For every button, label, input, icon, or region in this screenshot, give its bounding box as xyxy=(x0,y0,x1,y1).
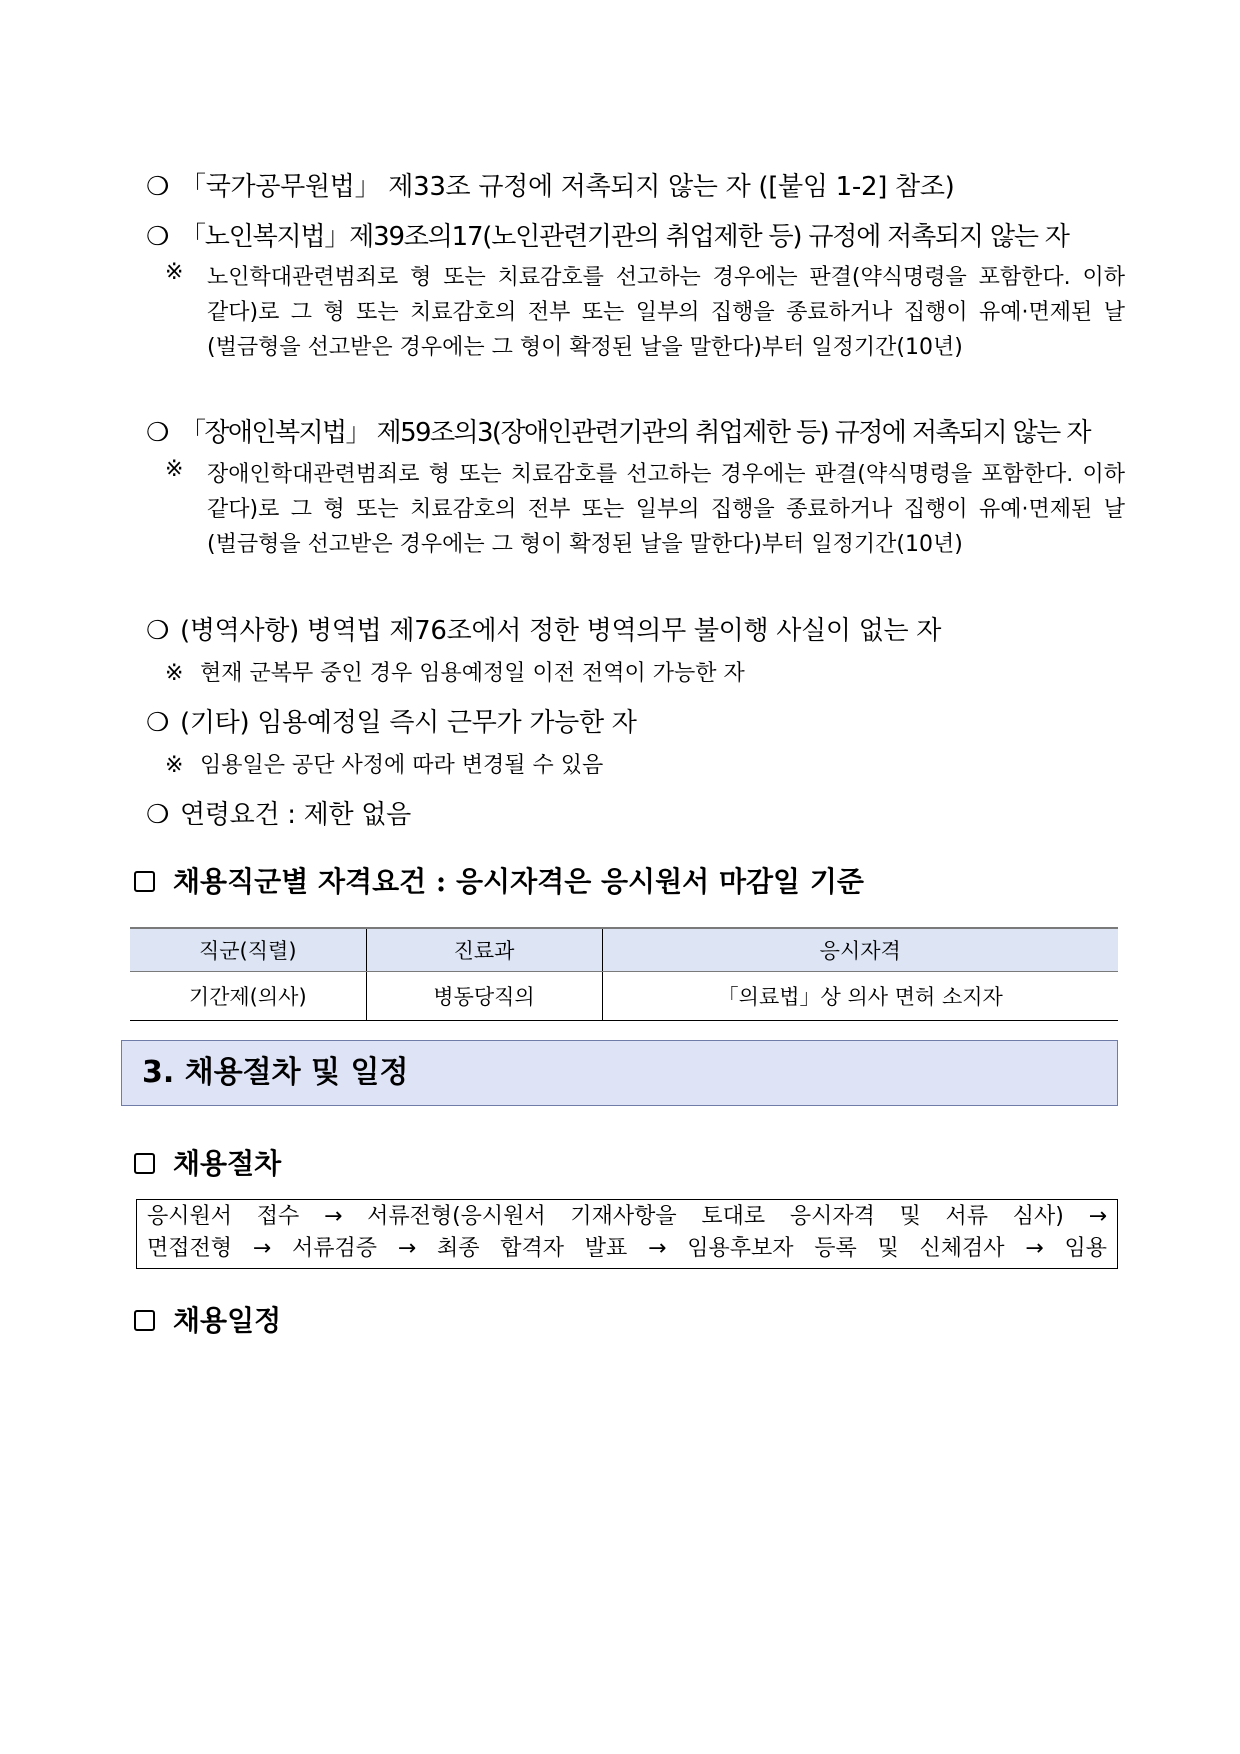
procedure-line: 응시원서 접수 → 서류전형(응시원서 기재사항을 토대로 응시자격 및 서류 심사) → xyxy=(147,1204,1107,1229)
job-requirements-title: 채용직군별 자격요건 : 응시자격은 응시원서 마감일 기준 xyxy=(134,860,864,900)
qualification-note xyxy=(165,457,1125,597)
qualification-text: (병역사항) 병역법 제76조에서 정한 병역의무 불이행 사실이 없는 자 xyxy=(180,616,942,646)
circle-bullet-icon: ❍ xyxy=(146,708,170,738)
qualification-text: 「장애인복지법」 제59조의3(장애인관련기관의 취업제한 등) 규정에 저촉되지 않는 자 xyxy=(180,418,1090,448)
qualification-text: (기타) 임용예정일 즉시 근무가 가능한 자 xyxy=(180,708,637,738)
reference-mark-icon: ※ xyxy=(165,260,184,285)
circle-bullet-icon: ❍ xyxy=(146,616,170,646)
column-header: 응시자격 xyxy=(602,928,1118,972)
procedure-title: 채용절차 xyxy=(134,1142,281,1182)
table-cell: 기간제(의사) xyxy=(130,972,366,1021)
table-cell: 「의료법」상 의사 면허 소지자 xyxy=(602,972,1118,1021)
note-text: 현재 군복무 중인 경우 임용예정일 이전 전역이 가능한 자 xyxy=(200,661,745,686)
qualification-item xyxy=(146,216,1069,253)
qualification-text: 「국가공무원법」 제33조 규정에 저촉되지 않는 자 ([붙임 1-2] 참조) xyxy=(180,172,955,202)
column-header: 진료과 xyxy=(366,928,602,972)
checkbox-square-icon xyxy=(134,871,155,892)
table-row xyxy=(130,972,1118,1021)
qualification-item xyxy=(146,412,1090,449)
job-requirements-table xyxy=(130,927,1118,1021)
section-heading: 3. 채용절차 및 일정 xyxy=(121,1040,1118,1106)
column-header: 직군(직렬) xyxy=(130,928,366,972)
note-text: 노인학대관련범죄로 형 또는 치료감호를 선고하는 경우에는 판결(약식명령을 포함한다. 이하 같다)로 그 형 또는 치료감호의 전부 또는 일부의 집행을 종료하거나 집행이 유예·면제된 날(벌금형을 선고받은 경우에는 그 형이 확정된 날을 말한다)부터 일정기간(10년) xyxy=(207,265,1125,360)
qualification-item xyxy=(146,166,955,203)
qualification-item xyxy=(146,702,637,739)
circle-bullet-icon: ❍ xyxy=(146,800,170,830)
checkbox-square-icon xyxy=(134,1310,155,1331)
procedure-line: 면접전형 → 서류검증 → 최종 합격자 발표 → 임용후보자 등록 및 신체검사 → 임용 xyxy=(147,1236,1107,1261)
schedule-title: 채용일정 xyxy=(134,1299,281,1339)
circle-bullet-icon: ❍ xyxy=(146,172,170,202)
qualification-note xyxy=(165,748,603,779)
reference-mark-icon: ※ xyxy=(165,457,184,482)
qualification-text: 연령요건 : 제한 없음 xyxy=(180,800,411,830)
table-cell: 병동당직의 xyxy=(366,972,602,1021)
table-header-row xyxy=(130,928,1118,972)
checkbox-square-icon xyxy=(134,1153,155,1174)
reference-mark-icon: ※ xyxy=(165,753,184,778)
qualification-text: 「노인복지법」제39조의17(노인관련기관의 취업제한 등) 규정에 저촉되지 않는 자 xyxy=(180,222,1069,252)
qualification-note xyxy=(165,656,745,687)
circle-bullet-icon: ❍ xyxy=(146,418,170,448)
reference-mark-icon: ※ xyxy=(165,661,184,686)
qualification-item xyxy=(146,610,941,647)
circle-bullet-icon: ❍ xyxy=(146,222,170,252)
procedure-flow-box xyxy=(136,1199,1118,1269)
note-text: 임용일은 공단 사정에 따라 변경될 수 있음 xyxy=(200,753,604,778)
qualification-note xyxy=(165,260,1125,400)
qualification-item xyxy=(146,794,411,831)
note-text: 장애인학대관련범죄로 형 또는 치료감호를 선고하는 경우에는 판결(약식명령을 포함한다. 이하 같다)로 그 형 또는 치료감호의 전부 또는 일부의 집행을 종료하거나 집행이 유예·면제된 날(벌금형을 선고받은 경우에는 그 형이 확정된 날을 말한다)부터 일정기간(10년) xyxy=(207,462,1125,557)
